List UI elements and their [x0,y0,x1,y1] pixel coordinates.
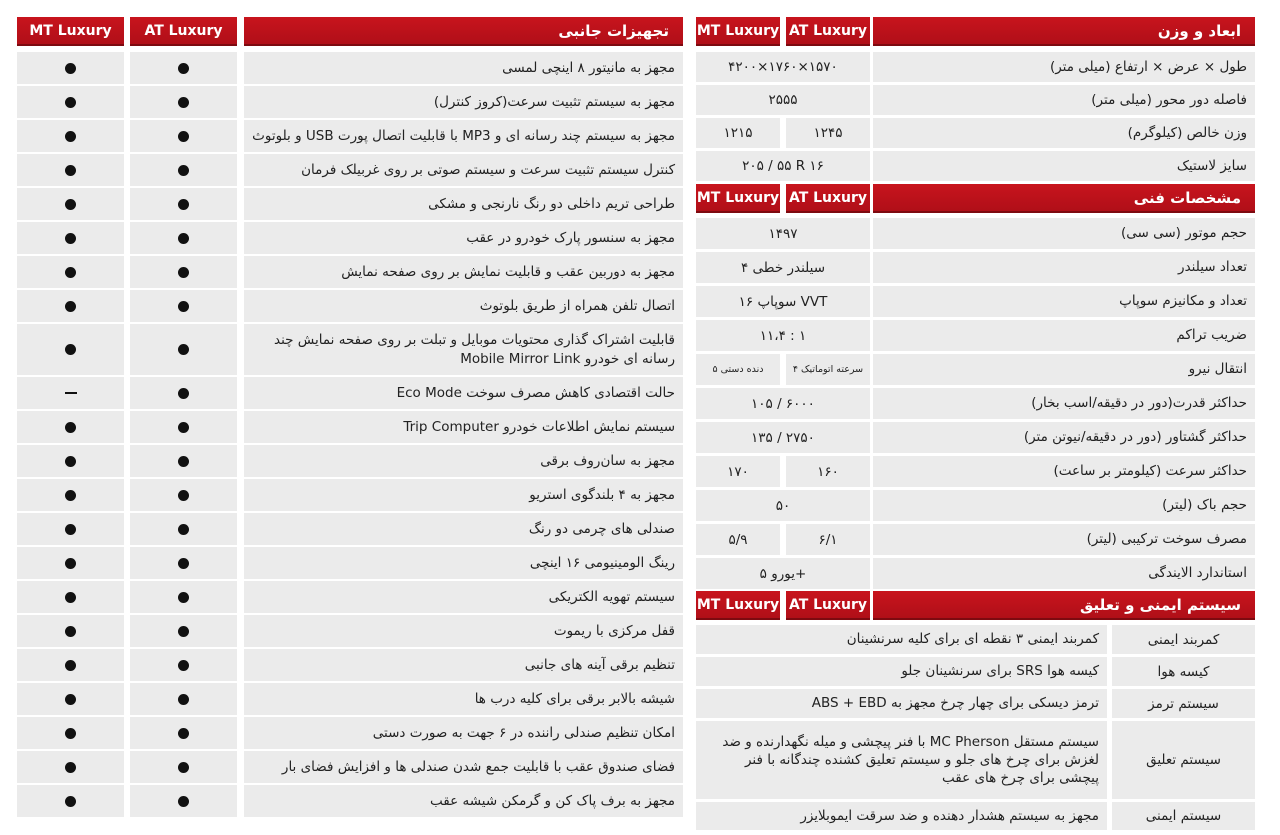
technical-mt-value: ۱۷۰ [696,456,780,487]
technical-mt-value: ۵ دنده دستی [696,354,780,385]
equipment-mt-mark [17,581,124,613]
equipment-label: مجهز به ۴ بلندگوی استریو [244,479,683,511]
equipment-label: مجهز به سیستم تثبیت سرعت(کروز کنترل) [244,86,683,118]
equipment-at-mark [130,683,237,715]
equipment-mt-mark [17,290,124,322]
included-dot-icon [65,592,76,603]
equipment-label: مجهز به سیستم چند رسانه ای و MP3 با قابلیت اتصال پورت USB و بلوتوث [244,120,683,152]
equipment-mt-mark [17,120,124,152]
safety-label: کیسه هوا [1112,657,1255,686]
dimensions-title: ابعاد و وزن [873,17,1255,46]
included-dot-icon [178,422,189,433]
included-dot-icon [178,626,189,637]
equipment-at-mark [130,445,237,477]
dimensions-mt-value: ۱۲۱۵ [696,118,780,148]
technical-label: استاندارد الایندگی [873,558,1255,589]
included-dot-icon [65,626,76,637]
dimensions-label: طول × عرض × ارتفاع (میلی متر) [873,52,1255,82]
included-dot-icon [65,233,76,244]
equipment-at-mark [130,188,237,220]
safety-description: کمربند ایمنی ۳ نقطه ای برای کلیه سرنشینان [696,625,1107,654]
equipment-mt-mark [17,377,124,409]
safety-label: سیستم ترمز [1112,689,1255,718]
included-dot-icon [65,558,76,569]
safety-description: کیسه هوا SRS برای سرنشینان جلو [696,657,1107,686]
safety-label: سیستم ایمنی [1112,802,1255,830]
equipment-at-mark [130,785,237,817]
included-dot-icon [65,762,76,773]
equipment-label: قابلیت اشتراک گذاری محتویات موبایل و تبلت بر روی صفحه نمایش چند رسانه ای خودرو Mobile Mirror Link [244,324,683,375]
included-dot-icon [178,796,189,807]
equipment-mt-mark [17,445,124,477]
included-dot-icon [178,63,189,74]
technical-label: ضریب تراکم [873,320,1255,351]
equipment-mt-mark [17,411,124,443]
included-dot-icon [178,490,189,501]
equipment-label: سیستم نمایش اطلاعات خودرو Trip Computer [244,411,683,443]
equipment-at-mark [130,154,237,186]
technical-value: ۱۶ سوپاپ VVT [696,286,870,317]
equipment-mt-mark [17,222,124,254]
included-dot-icon [65,63,76,74]
equipment-label: کنترل سیستم تثبیت سرعت و سیستم صوتی بر روی غربیلک فرمان [244,154,683,186]
technical-label: حجم باک (لیتر) [873,490,1255,521]
included-dot-icon [65,199,76,210]
included-dot-icon [65,524,76,535]
equipment-label: شیشه بالابر برقی برای کلیه درب ها [244,683,683,715]
equipment-at-mark [130,290,237,322]
included-dot-icon [65,344,76,355]
dimensions-label: فاصله دور محور (میلی متر) [873,85,1255,115]
equipment-label: مجهز به دوربین عقب و قابلیت نمایش بر روی صفحه نمایش [244,256,683,288]
technical-label: حداکثر قدرت(دور در دقیقه/اسب بخار) [873,388,1255,419]
equipment-label: اتصال تلفن همراه از طریق بلوتوث [244,290,683,322]
equipment-at-mark [130,649,237,681]
equipment-at-mark [130,411,237,443]
included-dot-icon [178,456,189,467]
included-dot-icon [65,165,76,176]
technical-label: حداکثر سرعت (کیلومتر بر ساعت) [873,456,1255,487]
equipment-label: امکان تنظیم صندلی راننده در ۶ جهت به صورت دستی [244,717,683,749]
included-dot-icon [178,301,189,312]
equipment-mt-mark [17,513,124,545]
equipment-label: فضای صندوق عقب با قابلیت جمع شدن صندلی ها و افزایش فضای بار [244,751,683,783]
equipment-label: رینگ الومینیومی ۱۶ اینچی [244,547,683,579]
equipment-mt-mark [17,751,124,783]
technical-label: حجم موتور (سی سی) [873,218,1255,249]
dimensions-mt-header: MT Luxury [696,17,780,46]
included-dot-icon [65,456,76,467]
equipment-at-mark [130,120,237,152]
safety-description: ترمز دیسکی برای چهار چرخ مجهز به ABS + EBD [696,689,1107,718]
included-dot-icon [178,199,189,210]
side-equipment-mt-header: MT Luxury [17,17,124,46]
equipment-label: قفل مرکزی با ریموت [244,615,683,647]
technical-label: تعداد سیلندر [873,252,1255,283]
dimensions-value: ۲۵۵۵ [696,85,870,115]
equipment-at-mark [130,717,237,749]
technical-label: حداکثر گشتاور (دور در دقیقه/نیوتن متر) [873,422,1255,453]
equipment-label: تنظیم برقی آینه های جانبی [244,649,683,681]
included-dot-icon [178,344,189,355]
included-dot-icon [65,490,76,501]
equipment-at-mark [130,513,237,545]
dimensions-label: سایز لاستیک [873,151,1255,181]
equipment-at-mark [130,615,237,647]
technical-value: یورو ۵+ [696,558,870,589]
equipment-mt-mark [17,547,124,579]
technical-value: ۵۰ [696,490,870,521]
equipment-label: طراحی تریم داخلی دو رنگ نارنجی و مشکی [244,188,683,220]
included-dot-icon [65,796,76,807]
equipment-at-mark [130,751,237,783]
equipment-label: مجهز به مانیتور ۸ اینچی لمسی [244,52,683,84]
equipment-label: سیستم تهویه الکتریکی [244,581,683,613]
included-dot-icon [178,762,189,773]
dimensions-at-header: AT Luxury [786,17,870,46]
technical-value: ۴ سیلندر خطی [696,252,870,283]
included-dot-icon [178,267,189,278]
included-dot-icon [65,131,76,142]
equipment-at-mark [130,86,237,118]
dimensions-label: وزن خالص (کیلوگرم) [873,118,1255,148]
equipment-at-mark [130,256,237,288]
safety-description: مجهز به سیستم هشدار دهنده و ضد سرقت ایموبلایزر [696,802,1107,830]
equipment-label: مجهز به برف پاک کن و گرمکن شیشه عقب [244,785,683,817]
included-dot-icon [178,97,189,108]
equipment-at-mark [130,479,237,511]
technical-at-value: ۶/۱ [786,524,870,555]
equipment-mt-mark [17,256,124,288]
safety-description: سیستم مستقل MC Pherson با فنر پیچشی و میله نگهدارنده و ضد لغزش برای چرخ های جلو و سیستم تعلیق کشنده چندگانه با فنر پیچشی برای چرخ های عقب [696,721,1107,799]
equipment-mt-mark [17,683,124,715]
dimensions-value: ۲۰۵ / ۵۵ R ۱۶ [696,151,870,181]
included-dot-icon [65,728,76,739]
included-dot-icon [178,728,189,739]
equipment-mt-mark [17,785,124,817]
equipment-label: مجهز به سان‌روف برقی [244,445,683,477]
included-dot-icon [178,694,189,705]
included-dot-icon [178,592,189,603]
equipment-at-mark [130,222,237,254]
side-equipment-title: تجهیزات جانبی [244,17,683,46]
technical-value: ۱۴۹۷ [696,218,870,249]
not-included-dash-icon [65,392,77,394]
safety-title: سیستم ایمنی و تعلیق [873,591,1255,620]
equipment-mt-mark [17,86,124,118]
dimensions-at-value: ۱۲۴۵ [786,118,870,148]
equipment-mt-mark [17,479,124,511]
included-dot-icon [178,165,189,176]
technical-label: مصرف سوخت ترکیبی (لیتر) [873,524,1255,555]
included-dot-icon [65,660,76,671]
included-dot-icon [178,233,189,244]
included-dot-icon [178,558,189,569]
technical-title: مشخصات فنی [873,184,1255,213]
included-dot-icon [178,524,189,535]
equipment-mt-mark [17,154,124,186]
technical-value: ۱۰۵ / ۶۰۰۰ [696,388,870,419]
equipment-label: صندلی های چرمی دو رنگ [244,513,683,545]
technical-value: ۱۱،۴ : ۱ [696,320,870,351]
equipment-at-mark [130,52,237,84]
technical-mt-header: MT Luxury [696,184,780,213]
equipment-label: مجهز به سنسور پارک خودرو در عقب [244,222,683,254]
safety-at-header: AT Luxury [786,591,870,620]
equipment-mt-mark [17,615,124,647]
side-equipment-at-header: AT Luxury [130,17,237,46]
included-dot-icon [178,131,189,142]
safety-label: سیستم تعلیق [1112,721,1255,799]
equipment-at-mark [130,324,237,375]
included-dot-icon [178,388,189,399]
included-dot-icon [65,422,76,433]
equipment-label: حالت اقتصادی کاهش مصرف سوخت Eco Mode [244,377,683,409]
included-dot-icon [65,694,76,705]
included-dot-icon [178,660,189,671]
safety-mt-header: MT Luxury [696,591,780,620]
technical-value: ۱۳۵ / ۲۷۵۰ [696,422,870,453]
included-dot-icon [65,301,76,312]
equipment-mt-mark [17,188,124,220]
equipment-mt-mark [17,52,124,84]
technical-label: انتقال نیرو [873,354,1255,385]
equipment-at-mark [130,547,237,579]
equipment-at-mark [130,377,237,409]
technical-label: تعداد و مکانیزم سوپاپ [873,286,1255,317]
equipment-mt-mark [17,717,124,749]
technical-mt-value: ۵/۹ [696,524,780,555]
included-dot-icon [65,267,76,278]
technical-at-value: ۴ سرعته اتوماتیک [786,354,870,385]
dimensions-value: ۴۲۰۰×۱۷۶۰×۱۵۷۰ [696,52,870,82]
included-dot-icon [65,97,76,108]
technical-at-value: ۱۶۰ [786,456,870,487]
safety-label: کمربند ایمنی [1112,625,1255,654]
equipment-mt-mark [17,649,124,681]
equipment-mt-mark [17,324,124,375]
equipment-at-mark [130,581,237,613]
technical-at-header: AT Luxury [786,184,870,213]
